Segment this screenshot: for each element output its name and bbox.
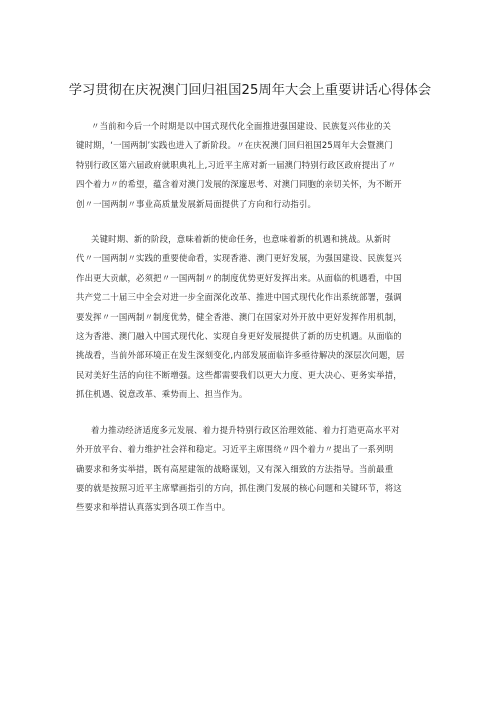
- paragraph-line: 抓住机遇、锐意改革、乘势而上、担当作为。: [76, 389, 248, 400]
- paragraph-line: 作出更大贡献，必须把〃一国两制〃的制度优势更好发挥出来。从面临的机遇看，中国: [76, 272, 402, 283]
- paragraph-line: 确要求和务实举措，既有高屋建瓴的战略谋划，又有深入细致的方法指导。当前最重: [76, 463, 394, 474]
- document-title: 学习贯彻在庆祝澳门回归祖国25周年大会上重要讲话心得体会: [68, 83, 432, 98]
- paragraph-line: 着力推动经济适度多元发展、着力提升特别行政区治理效能、着力打造更高水平对: [91, 424, 400, 435]
- paragraph-line: 这为香港、澳门融入中国式现代化、实现自身更好发展提供了新的历史机遇。从面临的: [76, 331, 402, 342]
- paragraph-line: 民对美好生活的向往不断增强。这些都需要我们以更大力度、更大决心、更务实举措，: [76, 369, 402, 380]
- paragraph-3: [76, 421, 434, 518]
- paragraph-line: 键时期，‘一国两制’实践也进入了新阶段。〃在庆祝澳门回归祖国25周年大会暨澳门: [76, 140, 393, 151]
- paragraph-1: [76, 117, 434, 214]
- paragraph-line: 要发挥〃一国两制〃制度优势，健全香港、澳门在国家对外开放中更好发挥作用机制，: [76, 311, 402, 322]
- paragraph-line: 外开放平台、着力维护社会祥和稳定。习近平主席围绕〃四个着力〃提出了一系列明: [76, 444, 394, 455]
- paragraph-line: 关键时期、新的阶段，意味着新的使命任务，也意味着新的机遇和挑战。从新时: [91, 234, 392, 245]
- paragraph-line: 些要求和举措认真落实到各项工作当中。: [76, 502, 231, 513]
- paragraph-line: 共产党二十届三中全会对进一步全面深化改革、推进中国式现代化作出系统部署，强调: [76, 292, 402, 303]
- paragraph-line: 〃当前和今后一个时期是以中国式现代化全面推进强国建设、民族复兴伟业的关: [91, 121, 392, 131]
- paragraph-line: 四个着力〃的希望，蕴含着对澳门发展的深邃思考、对澳门同胞的亲切关怀，为不断开: [76, 179, 402, 190]
- paragraph-line: 挑战看，当前外部环境正在发生深刻变化,内部发展面临许多亟待解决的深层次问题，居: [76, 350, 405, 361]
- paragraph-line: 代〃一国两制〃实践的重要使命看，实现香港、澳门更好发展，为强国建设、民族复兴: [76, 253, 402, 264]
- document-body: [76, 117, 434, 534]
- paragraph-line: 特别行政区第六届政府就职典礼上,习近平主席对新一届澳门特别行政区政府提出了〃: [76, 159, 397, 170]
- paragraph-line: 创〃一国两制〃事业高质量发展新局面提供了方向和行动指引。: [76, 198, 317, 209]
- paragraph-line: 要的就是按照习近平主席擘画指引的方向，抓住澳门发展的核心问题和关键环节，将这: [76, 482, 402, 493]
- paragraph-2: [76, 230, 434, 405]
